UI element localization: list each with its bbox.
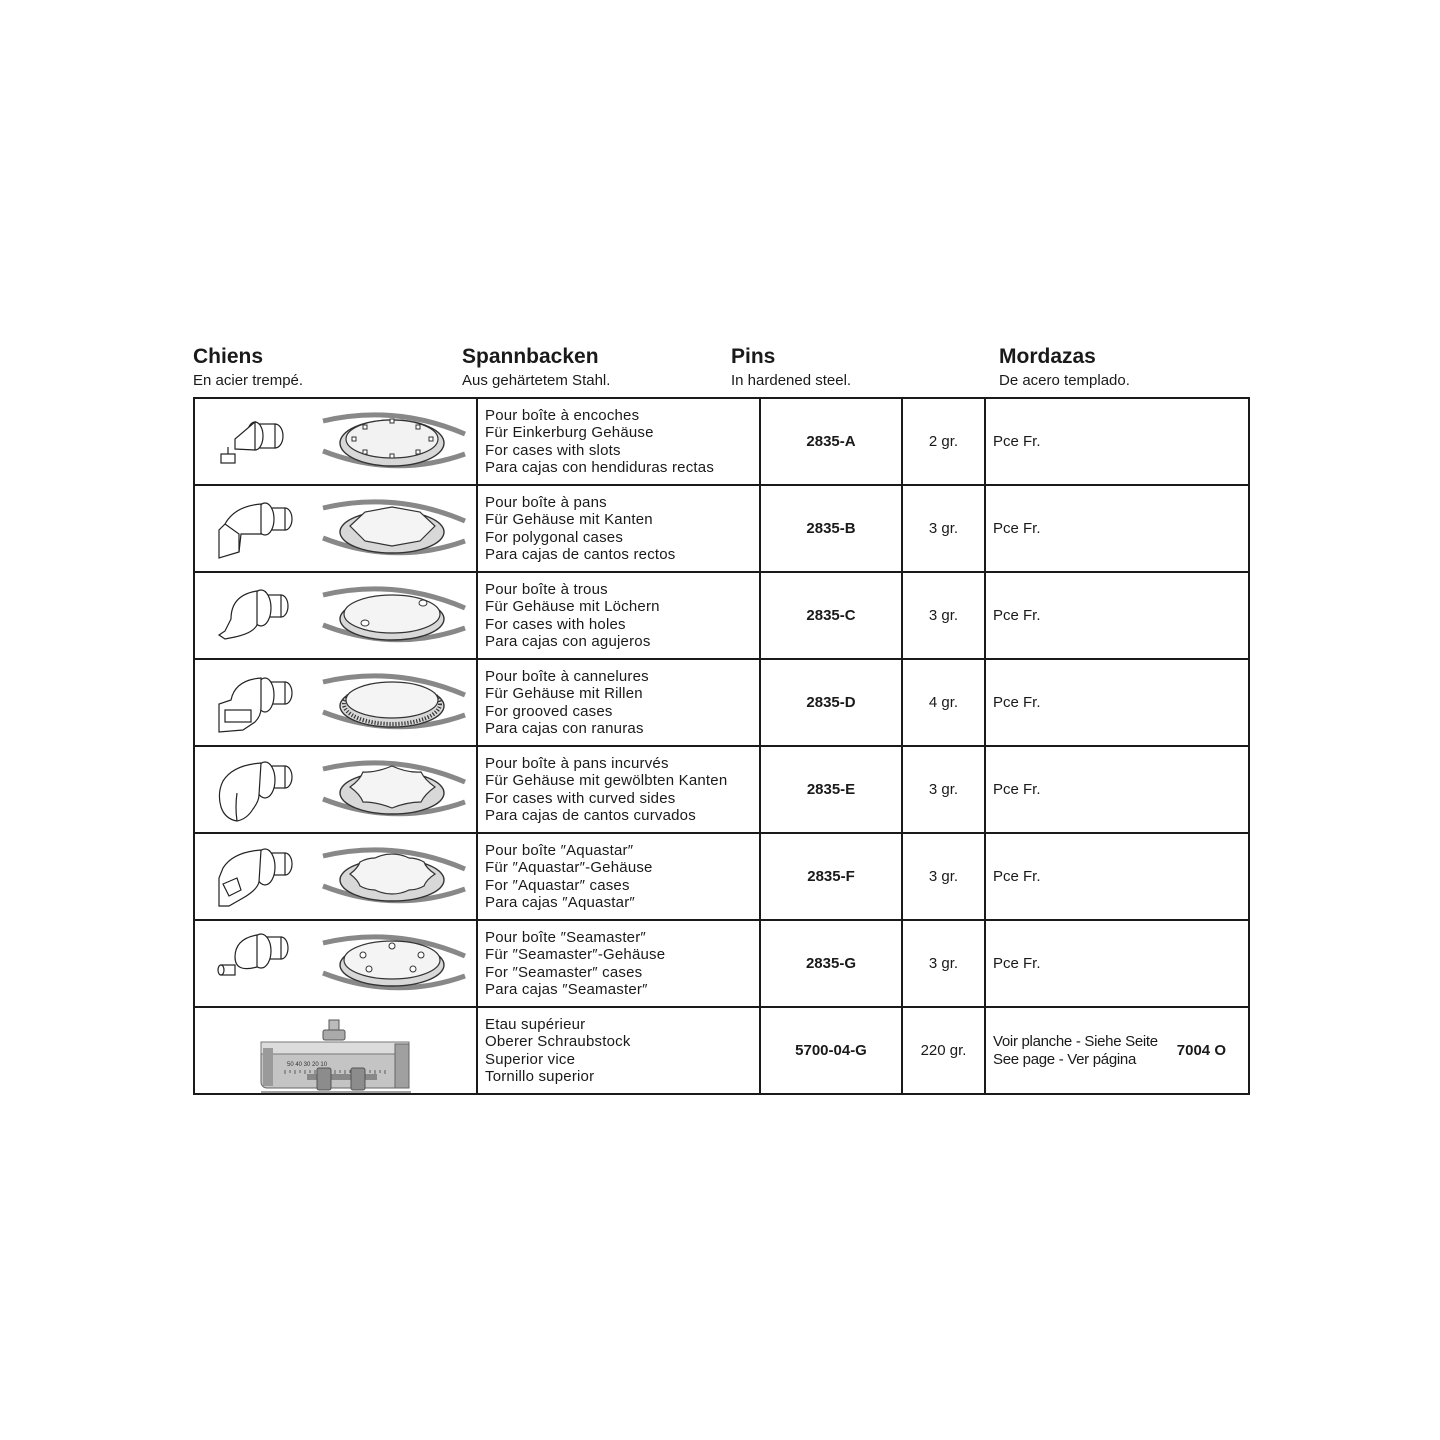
product-image-cell <box>194 833 477 920</box>
description-cell <box>477 485 760 572</box>
price-cell <box>985 572 1249 659</box>
description-de: Für ″Aquastar″-Gehäuse <box>485 859 653 876</box>
reference-number: 2835-D <box>760 659 902 746</box>
price-label: Pce Fr. <box>993 694 1041 711</box>
description-fr: Pour boîte ″Aquastar″ <box>485 841 634 859</box>
description-de: Oberer Schraubstock <box>485 1033 631 1050</box>
price-label: Pce Fr. <box>993 868 1041 885</box>
table-row <box>194 833 1249 920</box>
catalog-table <box>193 397 1250 1095</box>
description-fr: Pour boîte à pans incurvés <box>485 754 669 772</box>
weight: 3 gr. <box>902 572 985 659</box>
pin-with-point-tip-and-case-with-holes-icon <box>195 573 476 658</box>
description-de: Für Gehäuse mit Kanten <box>485 511 653 528</box>
header-subtitle: De acero templado. <box>999 372 1130 389</box>
description-en: For polygonal cases <box>485 528 624 546</box>
table-row <box>194 398 1249 485</box>
description-fr: Pour boîte ″Seamaster″ <box>485 928 646 946</box>
superior-vice-icon <box>195 1008 476 1093</box>
description-en: Superior vice <box>485 1050 576 1068</box>
column-headers <box>193 344 1253 394</box>
table-row <box>194 659 1249 746</box>
description-cell <box>477 920 760 1007</box>
description-en: For ″Seamaster″ cases <box>485 963 643 981</box>
price-label: Pce Fr. <box>993 607 1041 624</box>
table-row <box>194 920 1249 1007</box>
price-cell <box>985 1007 1249 1094</box>
description-es: Para cajas con hendiduras rectas <box>485 459 715 476</box>
description-cell <box>477 572 760 659</box>
table-row <box>194 572 1249 659</box>
description-fr: Etau supérieur <box>485 1015 586 1033</box>
header-subtitle: En acier trempé. <box>193 372 304 389</box>
description-de: Für Gehäuse mit gewölbten Kanten <box>485 772 728 789</box>
header-subtitle: Aus gehärtetem Stahl. <box>462 372 611 389</box>
plate-reference: 7004 O <box>1176 1042 1226 1059</box>
description-cell <box>477 398 760 485</box>
price-cell <box>985 833 1249 920</box>
description-es: Tornillo superior <box>485 1068 595 1085</box>
header-mordazas <box>999 344 1130 391</box>
vice-scale-text: 50 40 30 20 10 <box>287 1062 328 1068</box>
description-es: Para cajas ″Seamaster″ <box>485 981 648 998</box>
description-es: Para cajas con agujeros <box>485 633 651 650</box>
product-image-cell <box>194 485 477 572</box>
reference-number: 2835-E <box>760 746 902 833</box>
price-label: Pce Fr. <box>993 781 1041 798</box>
description-de: Für Gehäuse mit Löchern <box>485 598 660 615</box>
pin-with-notched-jaw-and-aquastar-case-icon <box>195 834 476 919</box>
description-de: Für Einkerburg Gehäuse <box>485 424 654 441</box>
price-cell <box>985 398 1249 485</box>
price-label: Pce Fr. <box>993 520 1041 537</box>
price-cell <box>985 485 1249 572</box>
product-image-cell <box>194 572 477 659</box>
description-en: For ″Aquastar″ cases <box>485 876 630 894</box>
weight: 4 gr. <box>902 659 985 746</box>
price-cell <box>985 920 1249 1007</box>
description-de: Für ″Seamaster″-Gehäuse <box>485 946 666 963</box>
pin-with-round-tip-and-seamaster-case-icon <box>195 921 476 1006</box>
weight: 3 gr. <box>902 746 985 833</box>
reference-number: 2835-F <box>760 833 902 920</box>
description-fr: Pour boîte à encoches <box>485 406 640 424</box>
description-fr: Pour boîte à trous <box>485 580 608 598</box>
reference-number: 2835-C <box>760 572 902 659</box>
header-title: Spannbacken <box>462 345 599 368</box>
weight: 220 gr. <box>902 1007 985 1094</box>
pin-with-slot-tip-and-case-with-slots-icon <box>195 399 476 484</box>
price-label: Pce Fr. <box>993 955 1041 972</box>
description-en: For cases with holes <box>485 615 626 633</box>
price-cell <box>985 746 1249 833</box>
description-cell <box>477 1007 760 1094</box>
description-en: For grooved cases <box>485 702 613 720</box>
header-subtitle: In hardened steel. <box>731 372 852 389</box>
see-plate-label: Voir planche - Siehe Seite <box>993 1032 1158 1050</box>
description-en: For cases with slots <box>485 441 621 459</box>
table-row <box>194 1007 1249 1094</box>
reference-number: 2835-G <box>760 920 902 1007</box>
description-cell <box>477 659 760 746</box>
description-cell <box>477 833 760 920</box>
reference-number: 5700-04-G <box>760 1007 902 1094</box>
product-image-cell <box>194 746 477 833</box>
weight: 2 gr. <box>902 398 985 485</box>
pin-with-grooved-jaw-and-grooved-case-icon <box>195 660 476 745</box>
pin-with-curved-jaw-and-curved-sided-case-icon <box>195 747 476 832</box>
description-es: Para cajas de cantos rectos <box>485 546 676 563</box>
price-cell <box>985 659 1249 746</box>
weight: 3 gr. <box>902 920 985 1007</box>
header-title: Chiens <box>193 345 264 368</box>
see-page-label: See page - Ver página <box>993 1050 1136 1068</box>
reference-number: 2835-B <box>760 485 902 572</box>
pin-with-flat-jaw-and-polygonal-case-icon <box>195 486 476 571</box>
product-image-cell <box>194 398 477 485</box>
description-es: Para cajas con ranuras <box>485 720 644 737</box>
header-spannbacken <box>462 344 610 391</box>
weight: 3 gr. <box>902 833 985 920</box>
header-pins <box>731 344 851 391</box>
header-title: Pins <box>731 345 776 368</box>
description-es: Para cajas de cantos curvados <box>485 807 696 824</box>
description-fr: Pour boîte à pans <box>485 493 607 511</box>
description-cell <box>477 746 760 833</box>
description-de: Für Gehäuse mit Rillen <box>485 685 643 702</box>
description-en: For cases with curved sides <box>485 789 676 807</box>
price-label: Pce Fr. <box>993 433 1041 450</box>
product-image-cell <box>194 920 477 1007</box>
table-row <box>194 746 1249 833</box>
product-image-cell <box>194 659 477 746</box>
reference-number: 2835-A <box>760 398 902 485</box>
description-es: Para cajas ″Aquastar″ <box>485 894 635 911</box>
header-title: Mordazas <box>999 345 1096 368</box>
product-image-cell <box>194 1007 477 1094</box>
description-fr: Pour boîte à cannelures <box>485 667 649 685</box>
header-chiens <box>193 344 303 391</box>
table-row <box>194 485 1249 572</box>
weight: 3 gr. <box>902 485 985 572</box>
